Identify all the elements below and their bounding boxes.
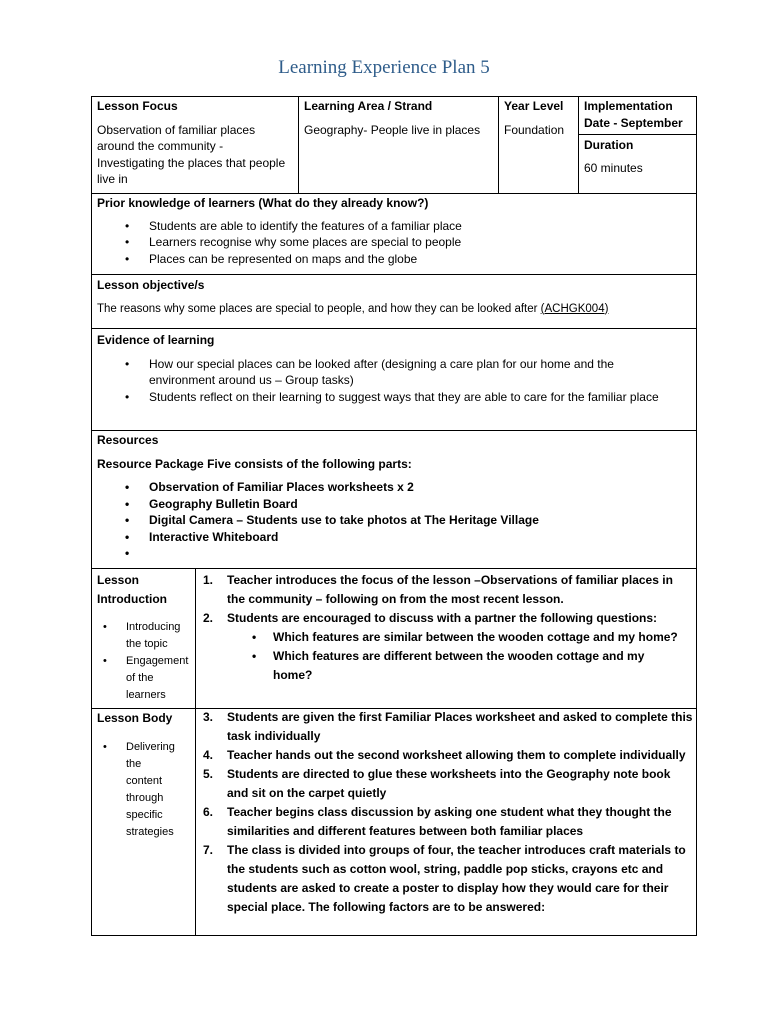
list-item: • Geography Bulletin Board [97,496,693,513]
list-item: 3. Students are given the first Familiar Places worksheet and asked to complete this task individually [203,710,693,743]
list-item: • Engagement of the learners [97,653,193,704]
duration-cell [584,137,694,176]
resources-list [97,479,693,562]
list-item: • Interactive Whiteboard [97,529,693,546]
year-level-label: Year Level [504,99,564,113]
evidence-list [97,356,693,406]
body-label-cell [97,710,193,841]
body-steps [197,708,693,917]
list-item: • Which features are similar between the wooden cottage and my home? [197,628,693,647]
list-item: 1. Teacher introduces the focus of the lesson –Observations of familiar places in the community – following on from the most recent lesson. [203,573,673,606]
objectives-section [97,277,693,317]
resources-intro: Resource Package Five consists of the following parts: [97,456,412,471]
duration-label: Duration [584,138,634,152]
learning-area-cell [304,98,494,138]
list-item: • How our special places can be looked after (designing a care plan for our home and the environment around us – Group tasks) [97,356,693,389]
evidence-label: Evidence of learning [97,333,215,347]
resources-label: Resources [97,433,159,447]
list-item: • Digital Camera – Students use to take photos at The Heritage Village [97,512,693,529]
prior-knowledge-label: Prior knowledge of learners (What do they already know?) [97,196,429,210]
introduction-label-cell [97,571,193,704]
list-item: • Learners recognise why some places are special to people [97,234,693,251]
introduction-side-list [97,619,193,704]
body-side-list [97,739,193,841]
objectives-label: Lesson objective/s [97,278,205,292]
lesson-focus-cell [97,98,293,188]
introduction-label-line1: Lesson [97,573,140,587]
objectives-text: The reasons why some places are special to people, and how they can be looked after [97,302,538,315]
list-item: 7. The class is divided into groups of four, the teacher introduces craft materials to the students such as cotton wool, string, paddle pop sticks, crayons etc and students are asked to create a poster to display how they would care for their special place. The following factors are to be answered: [203,843,686,914]
introduction-steps-cell [197,571,693,685]
prior-knowledge-list [97,218,693,268]
year-level-cell [504,98,576,138]
lesson-focus-label: Lesson Focus [97,99,178,113]
body-steps-cell [197,708,693,917]
learning-area-label: Learning Area / Strand [304,99,433,113]
list-item [97,545,693,562]
list-item: 4. Teacher hands out the second worksheet allowing them to complete individually [203,748,686,762]
introduction-questions [197,628,693,685]
list-item: • Students reflect on their learning to suggest ways that they are able to care for the familiar place [97,389,693,406]
curriculum-code-link[interactable]: (ACHGK004) [540,302,609,315]
introduction-label-line2: Introduction [97,592,167,606]
list-item: • Observation of Familiar Places worksheets x 2 [97,479,693,496]
list-item: • Students are able to identify the features of a familiar place [97,218,693,235]
list-item: • Places can be represented on maps and the globe [97,251,693,268]
list-item: 6. Teacher begins class discussion by asking one student what they thought the similarities and different features between both familiar places [203,805,672,838]
list-item: • Introducing the topic [97,619,193,653]
duration-value: 60 minutes [584,160,643,175]
page-title: Learning Experience Plan 5 [278,57,490,78]
list-item: 2. Students are encouraged to discuss with a partner the following questions: [203,611,658,625]
introduction-steps [197,571,693,628]
year-level-value: Foundation [504,122,565,137]
implementation-label: Implementation Date - September [584,99,683,130]
list-item: • Which features are different between the wooden cottage and my home? [197,647,693,685]
body-label: Lesson Body [97,711,173,725]
list-item: 5. Students are directed to glue these worksheets into the Geography note book and sit on the carpet quietly [203,767,671,800]
objectives-text-line [97,301,693,318]
lesson-focus-value: Observation of familiar places around the community - Investigating the places that people live in [97,122,286,186]
learning-area-value: Geography- People live in places [304,122,481,137]
implementation-cell [584,98,694,131]
resources-section [97,432,693,562]
prior-knowledge-section [97,195,693,267]
list-item: • Delivering the content through specific strategies [97,739,173,841]
evidence-section [97,332,693,405]
